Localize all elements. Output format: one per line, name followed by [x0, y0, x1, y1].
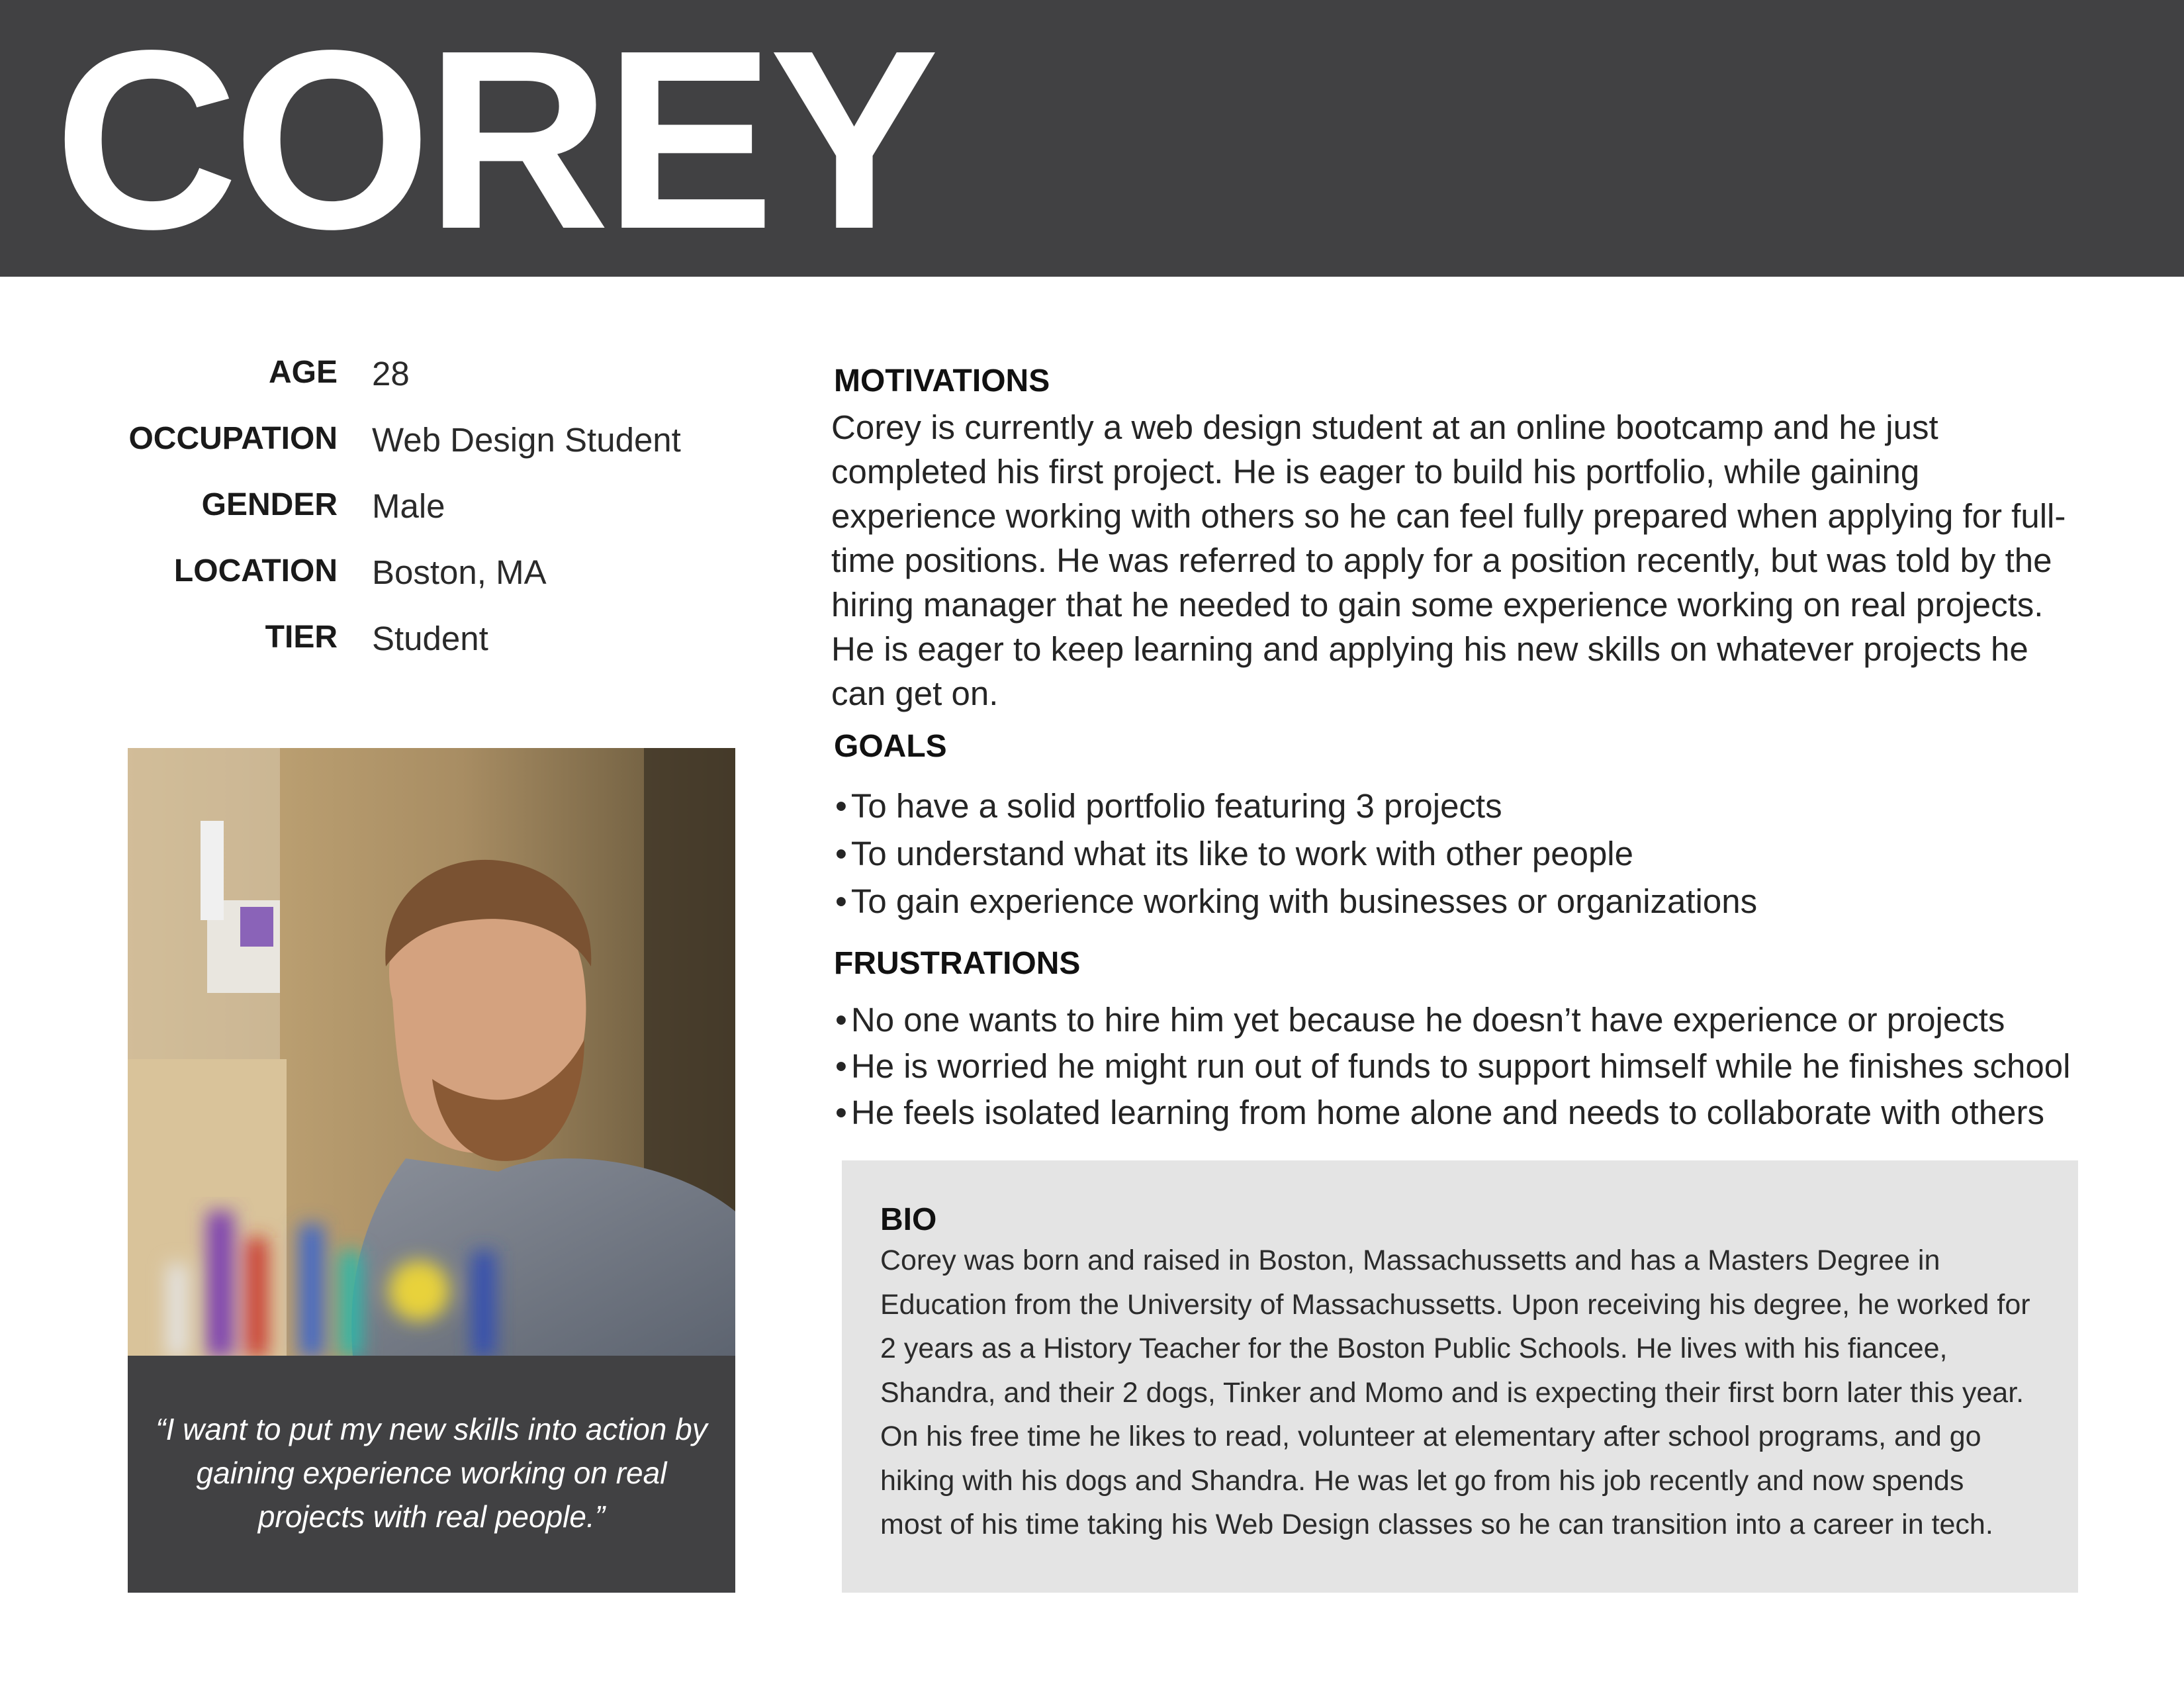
attribute-row-tier: [99, 619, 761, 685]
attribute-value: Male: [372, 487, 445, 525]
frustrations-list: [835, 997, 2070, 1136]
goals-title: GOALS: [834, 729, 947, 764]
frustration-item: • He feels isolated learning from home alone and needs to collaborate with others: [835, 1090, 2070, 1136]
attribute-row-location: [99, 553, 761, 619]
attribute-value: Boston, MA: [372, 553, 547, 591]
frustration-item: • He is worried he might run out of funds to support himself while he finishes school: [835, 1043, 2070, 1090]
bio-box: [842, 1160, 2078, 1593]
goal-item: • To gain experience working with businesses or organizations: [835, 878, 1757, 925]
attribute-label: AGE: [268, 355, 338, 390]
persona-name: COREY: [54, 0, 934, 282]
attribute-label: GENDER: [201, 487, 338, 522]
bio-text: Corey was born and raised in Boston, Massachussetts and has a Masters Degree in Education from the University of Massachussetts. Upon receiving his degree, he worked for 2 years as a History Teacher for the Boston Public Schools. He lives with his fiancee, Shandra, and their 2 dogs, Tinker and Momo and is expecting their first born later this year. On his free time he likes to read, volunteer at elementary after school programs, and go hiking with his dogs and Shandra. He was let go from his job recently and now spends most of his time taking his Web Design classes so he can transition into a career in tech.: [880, 1244, 2030, 1540]
bio-title: BIO: [880, 1202, 937, 1237]
attribute-list: [99, 354, 761, 685]
attribute-row-occupation: [99, 420, 761, 487]
goals-list: [835, 782, 1757, 925]
motivations-title: MOTIVATIONS: [834, 363, 1050, 399]
attribute-label: TIER: [265, 620, 338, 655]
goal-item: • To have a solid portfolio featuring 3 projects: [835, 782, 1757, 830]
attribute-label: OCCUPATION: [128, 421, 338, 456]
frustration-item: • No one wants to hire him yet because he doesn’t have experience or projects: [835, 997, 2070, 1043]
attribute-value: Web Design Student: [372, 421, 681, 459]
attribute-row-age: [99, 354, 761, 420]
goal-item: • To understand what its like to work with other people: [835, 830, 1757, 878]
persona-photo: [128, 748, 735, 1356]
attribute-label: LOCATION: [173, 553, 338, 588]
attribute-row-gender: [99, 487, 761, 553]
attribute-value: 28: [372, 355, 410, 393]
attribute-value: Student: [372, 620, 488, 657]
quote-box: [128, 1356, 735, 1593]
header-banner: [0, 0, 2184, 282]
frustrations-title: FRUSTRATIONS: [834, 946, 1081, 981]
motivations-text: Corey is currently a web design student at an online bootcamp and he just completed his first project. He is eager to build his portfolio, while gaining experience working with others so he can feel fully prepared when applying for full-time positions. He was referred to apply for a position recently, but was told by the hiring manager that he needed to gain some experience working on real projects. He is eager to keep learning and applying his new skills on whatever projects he can get on.: [831, 408, 2066, 712]
persona-quote: “I want to put my new skills into action by gaining experience working on real projects with real people.”: [156, 1412, 707, 1534]
